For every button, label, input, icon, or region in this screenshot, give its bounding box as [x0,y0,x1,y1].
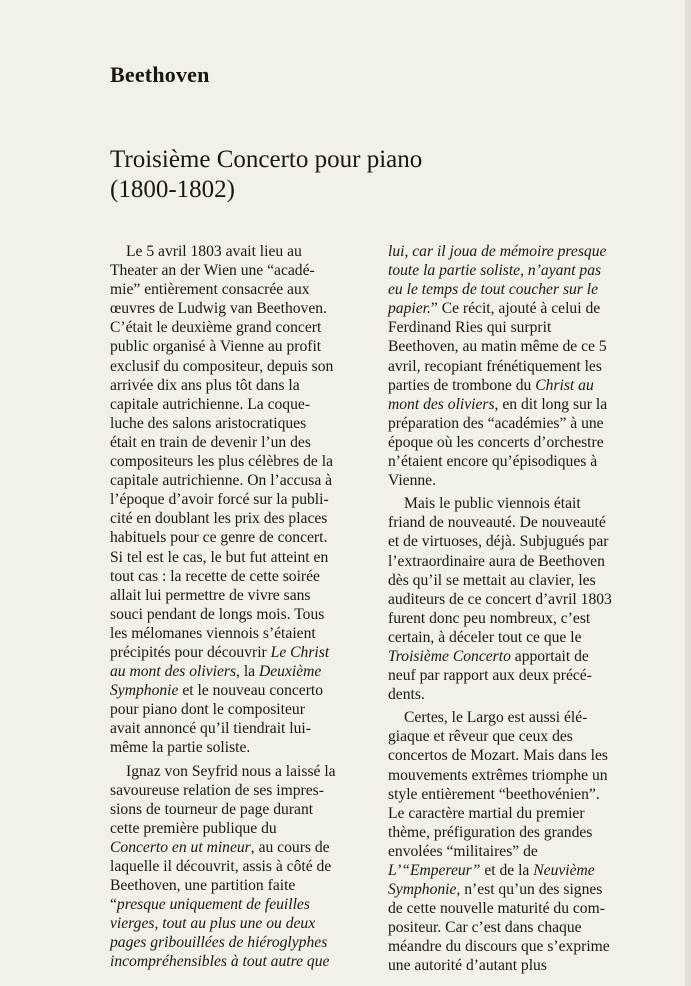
text-line [110,586,372,605]
text-segment: Le 5 avril 1803 avait lieu au [126,243,302,260]
text-line [388,766,654,785]
text-segment: luche des salons aristocratiques [110,414,307,432]
text-segment: cette première publique du [110,819,277,837]
text-line [388,823,654,842]
italic-text: incompréhensibles à tout autre que [110,953,330,971]
italic-text: au mont des oliviers [110,663,237,681]
text-segment: public organisé à Vienne au profit [110,338,322,356]
text-column-left [110,242,372,972]
text-line [110,719,372,738]
text-segment: style entièrement “beethovénien”. [388,785,600,803]
text-segment: dès qu’il se mettait au clavier, les [388,571,596,589]
text-segment: Vienne. [388,472,436,490]
text-line [110,838,372,857]
text-line [110,662,372,681]
text-line [388,494,654,513]
italic-text: mont des oliviers [388,395,495,413]
text-segment: avril, recopiant frénétiquement les [388,357,602,375]
text-segment: Beethoven, une partition faite [110,877,296,895]
text-line [388,880,654,899]
text-line [110,952,372,971]
text-segment: Theater an der Wien une “acadé- [110,262,315,280]
text-segment: envolées “militaires” de [388,842,538,860]
italic-text: Troisième Concerto [388,647,511,665]
text-segment: C’était le deuxième grand concert [110,319,322,337]
italic-text: L’“Empereur” [388,862,481,879]
text-line [110,624,372,643]
text-line [388,552,654,571]
text-segment: de cette nouvelle maturité du com- [388,900,605,918]
text-segment: Ferdinand Ries qui surprit [388,319,552,337]
text-segment: “ [110,896,117,914]
text-segment: sions de tourneur de page durant [110,800,314,818]
text-segment: était en train de devenir l’un des [110,433,311,451]
text-line [388,685,654,704]
text-line [388,899,654,918]
text-segment: capitale autrichienne. On l’accusa à [110,472,333,490]
title-line-2: (1800-1802) [110,176,235,203]
text-line [110,261,372,280]
text-line [110,490,372,509]
text-line [388,299,654,318]
italic-text: Deuxième [259,663,322,681]
text-line [110,605,372,624]
text-segment: une autorité d’autant plus [388,957,547,975]
text-line [388,956,654,975]
text-segment: Ignaz von Seyfrid nous a laissé la [126,762,336,780]
text-segment: laquelle il découvrit, assis à côté de [110,858,332,875]
text-segment: souci pendant de longs mois. Tous [110,605,325,623]
text-line [388,471,654,490]
text-segment: l’extraordinaire aura de Beethoven [388,552,605,570]
text-segment: neuf par rapport aux deux précé- [388,667,592,685]
text-segment: , n’est qu’un des signes [456,881,603,899]
text-line [110,548,372,567]
text-segment: tout cas : la recette de cette soirée [110,567,320,585]
text-line [110,738,372,757]
text-segment: friand de nouveauté. De nouveauté [388,514,606,532]
text-segment: , en dit long sur la [494,395,608,413]
text-line [388,918,654,937]
text-segment: cité en doublant les prix des places [110,510,328,528]
text-segment: l’époque d’avoir forcé sur la publi- [110,491,329,509]
text-segment: giaque et rêveur que ceux des [388,728,573,746]
text-line [388,395,654,414]
text-line [388,452,654,471]
text-line [110,800,372,819]
text-line [388,727,654,746]
text-line [110,643,372,662]
text-line [110,337,372,356]
italic-text: Le Christ [270,643,330,661]
text-line [388,414,654,433]
text-segment: auditeurs de ce concert d’avril 1803 [388,590,612,608]
italic-text: Neuvième [533,862,595,879]
italic-text: Symphonie [110,682,179,700]
text-segment: dents. [388,686,425,704]
text-line [388,937,654,956]
text-segment: Certes, le Largo est aussi élé- [404,709,588,727]
italic-text: Concerto en ut mineur [110,838,251,856]
text-segment: époque où les concerts d’orchestre [388,433,604,451]
composer-heading: Beethoven [110,62,210,87]
italic-text: presque uniquement de feuilles [116,896,310,914]
text-line [388,609,654,628]
text-line [388,590,654,609]
text-segment: mouvements extrêmes triomphe un [388,766,608,784]
italic-text: lui, car il joua de mémoire presque [388,243,607,260]
text-segment: et de la [480,862,534,879]
text-line [110,509,372,528]
title-line-1: Troisième Concerto pour piano [110,146,423,173]
text-line [388,708,654,727]
text-line [110,433,372,452]
text-line [388,532,654,551]
text-segment: et le nouveau concerto [178,682,324,700]
text-segment: œuvres de Ludwig van Beethoven. [110,300,327,318]
text-segment: et de virtuoses, déjà. Subjugués par [388,533,609,551]
text-column-right [388,242,654,976]
text-line [388,513,654,532]
text-line [110,318,372,337]
text-line [110,819,372,838]
text-line [110,299,372,318]
text-line [388,261,654,280]
italic-text: eu le temps de tout coucher sur le [388,281,599,299]
text-segment: savoureuse relation de ses impres- [110,781,324,799]
text-line [110,762,372,781]
text-segment: mie” entièrement consacrée aux [110,281,310,299]
text-line [110,242,372,261]
text-line [388,842,654,861]
text-line [110,452,372,471]
text-line [388,376,654,395]
text-segment: positeur. Car c’est dans chaque [388,919,582,937]
text-line [110,933,372,952]
text-segment: méandre du discours que s’exprime [388,938,610,956]
text-segment: capitale autrichienne. La coque- [110,395,311,413]
text-segment: préparation des “académies” à une [388,414,604,432]
italic-text: papier. [388,300,431,318]
text-line [110,414,372,433]
text-segment: précipités pour découvrir [110,643,271,661]
italic-text: toute la partie soliste, n’ayant pas [388,262,602,280]
text-line [388,318,654,337]
text-line [388,746,654,765]
text-segment: ” Ce récit, ajouté à celui de [430,300,601,318]
text-line [110,781,372,800]
text-line [110,700,372,719]
text-line [110,471,372,490]
text-segment: arrivée dix ans plus tôt dans la [110,376,300,394]
text-line [110,914,372,933]
text-line [388,666,654,685]
text-line [110,857,372,876]
text-segment: certain, à déceler tout ce que le [388,628,582,646]
text-line [110,876,372,895]
text-segment: Beethoven, au matin même de ce 5 [388,338,607,356]
text-segment: Le caractère martial du premier [388,804,585,822]
text-segment: n’étaient encore qu’épisodiques à [388,453,598,471]
text-line [110,395,372,414]
text-line [388,571,654,590]
text-line [388,337,654,356]
text-segment: , la [236,663,259,681]
text-segment: thème, préfiguration des grandes [388,823,593,841]
italic-text: Christ au [535,376,594,394]
text-segment: les mélomanes viennois s’étaient [110,624,316,642]
text-segment: furent donc peu nombreux, c’est [388,609,591,627]
text-segment: concertos de Mozart. Mais dans les [388,747,608,765]
text-segment: allait lui permettre de vivre sans [110,586,311,604]
text-segment: parties de trombone du [388,376,536,394]
text-segment: Mais le public viennois était [404,495,581,513]
text-segment: exclusif du compositeur, depuis son [110,357,334,375]
text-segment: même la partie soliste. [110,739,251,757]
text-line [388,785,654,804]
text-line [388,647,654,666]
text-line [110,528,372,547]
text-line [110,376,372,395]
text-line [388,280,654,299]
text-segment: habituels pour ce genre de concert. [110,529,328,547]
text-segment: , au cours de [250,838,330,856]
text-line [388,628,654,647]
text-segment: Si tel est le cas, le but fut atteint en [110,548,329,566]
page-edge [685,0,691,986]
text-line [110,895,372,914]
text-line [110,357,372,376]
text-line [388,861,654,880]
text-segment: apportait de [510,647,589,665]
italic-text: vierges, tout au plus une ou deux [110,915,316,933]
text-segment: avait annoncé qu’il tiendrait lui- [110,720,311,738]
text-segment: pour piano dont le compositeur [110,701,305,719]
text-segment: compositeurs les plus célèbres de la [110,453,334,471]
text-line [388,242,654,261]
page-title [110,145,422,205]
text-line [110,567,372,586]
text-line [110,280,372,299]
text-line [110,681,372,700]
text-line [388,433,654,452]
text-line [388,804,654,823]
italic-text: Symphonie [388,881,457,899]
italic-text: pages gribouillées de hiéroglyphes [110,934,328,952]
text-line [388,357,654,376]
